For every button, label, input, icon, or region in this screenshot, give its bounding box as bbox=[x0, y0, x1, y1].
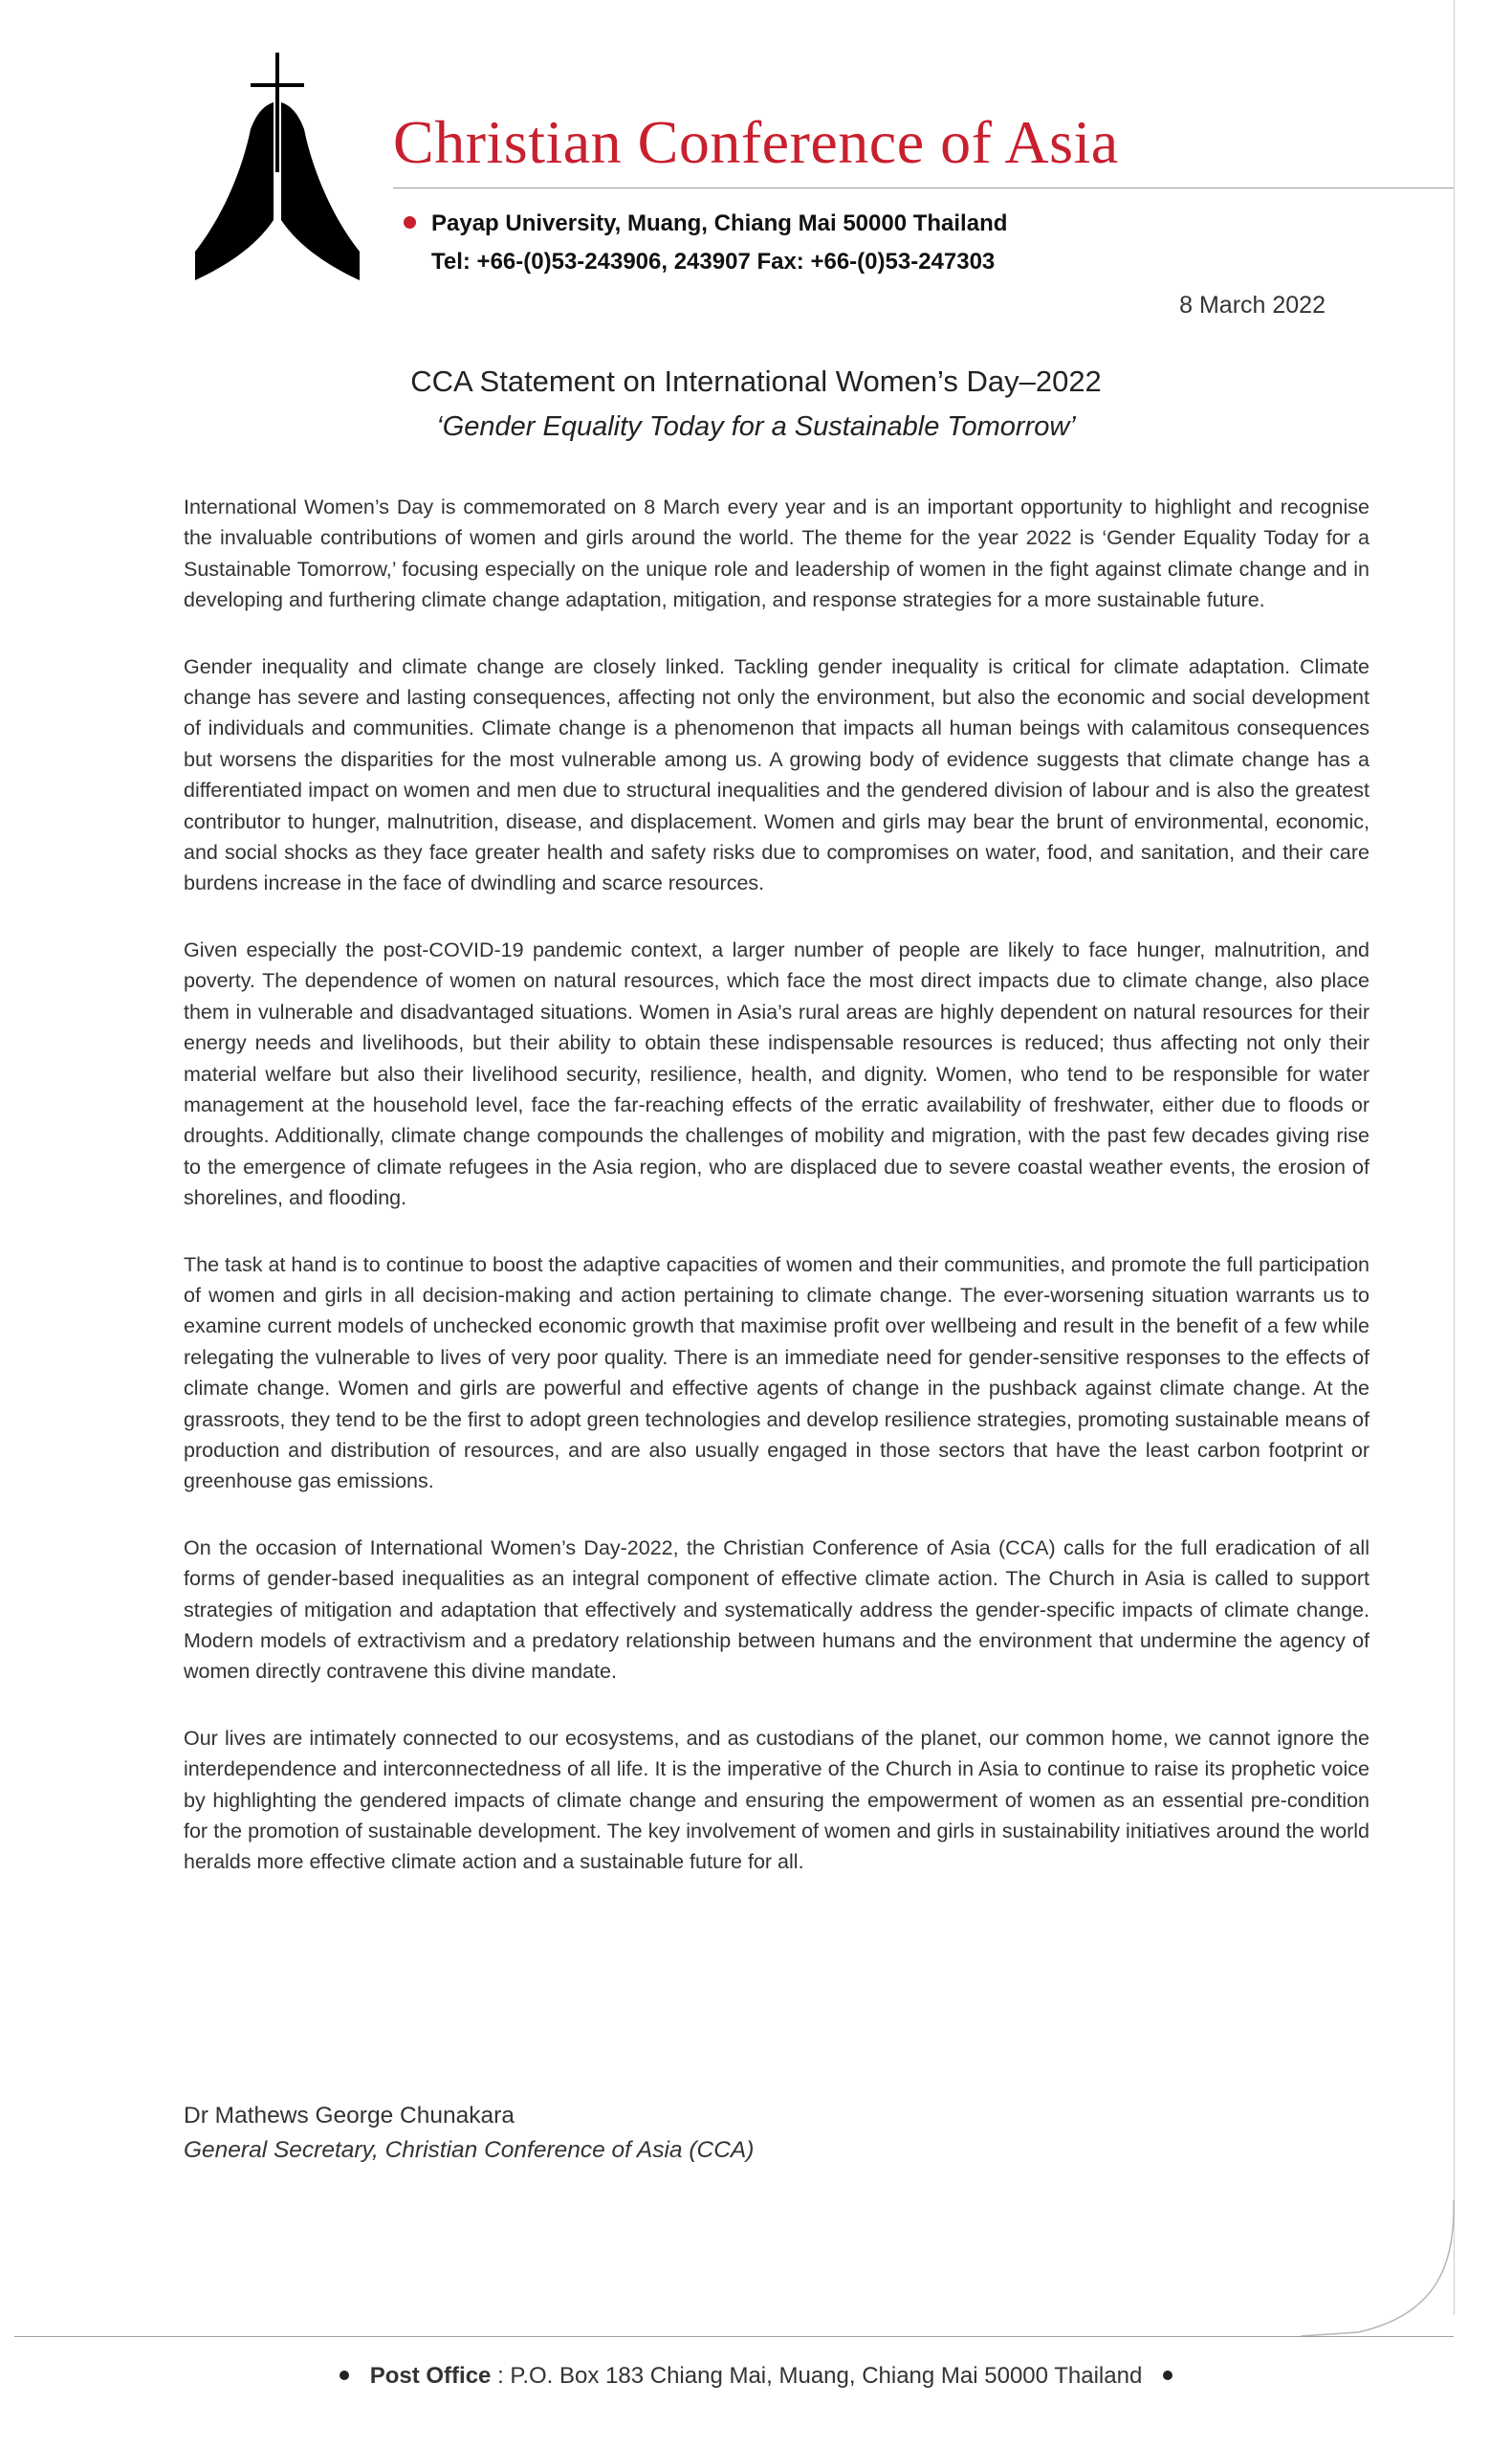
footer-divider bbox=[14, 2336, 1454, 2337]
signatory-title: General Secretary, Christian Conference of Asia (CCA) bbox=[184, 2137, 755, 2163]
body-paragraph: The task at hand is to continue to boost the adaptive capacities of women and their communities, and promote the full participation of women and girls in all decision-making and action pertaining to climate change. The ever-worsening situation warrants us to examine current models of unchecked economic growth that maximise profit over wellbeing and result in the benefit of a few while relegating the vulnerable to lives of very poor quality. There is an immediate need for gender-sensitive responses to the effects of climate change. Women and girls are powerful and effective agents of change in the pushback against climate change. At the grassroots, they tend to be the first to adopt green technologies and develop resilience strategies, promoting sustainable means of production and distribution of resources, and are also usually engaged in those sectors that have the least carbon footprint or greenhouse gas emissions. bbox=[184, 1252, 1370, 1493]
signatory-name: Dr Mathews George Chunakara bbox=[184, 2103, 515, 2129]
body-paragraph: Our lives are intimately connected to our ecosystems, and as custodians of the planet, our common home, we cannot ignore the interdependence and interconnectedness of all life. It is the imperative of the Church in Asia to continue to raise its prophetic voice by highlighting the gendered impacts of climate change and ensuring the empowerment of women as an essential pre-condition for the promotion of sustainable development. The key involvement of women and girls in sustainability initiatives around the world heralds more effective climate action and a sustainable future for all. bbox=[184, 1726, 1370, 1874]
org-name: Christian Conference of Asia bbox=[393, 108, 1119, 176]
body-paragraph: Gender inequality and climate change are closely linked. Tackling gender inequality is critical for climate adaptation. Climate change has severe and lasting consequences, affecting not only the environment, but also the economic and social development of individuals and communities. Climate change is a phenomenon that impacts all human beings with calamitous consequences but worsens the disparities for the most vulnerable among us. A growing body of evidence suggests that climate change has a differentiated impact on women and men due to structural inequalities and the gendered division of labour and is also the greatest contributor to hunger, malnutrition, disease, and displacement. Women and girls may bear the brunt of environmental, economic, and social shocks as they face greater health and safety risks due to compromises on water, food, and sanitation, and their care burdens increase in the face of dwindling and scarce resources. bbox=[184, 654, 1370, 895]
letterhead-phone-fax: Tel: +66-(0)53-243906, 243907 Fax: +66-(0)53-247303 bbox=[431, 249, 996, 275]
cross-praying-hands-logo-icon bbox=[191, 53, 363, 282]
body-paragraph: International Women’s Day is commemorated on 8 March every year and is an important opportunity to highlight and recognise the invaluable contributions of women and girls around the world. The theme for the year 2022 is ‘Gender Equality Today for a Sustainable Tomorrow,’ focusing especially on the unique role and leadership of women in the fight against climate change and in developing and furthering climate change adaptation, mitigation, and response strategies for a more sustainable future. bbox=[184, 496, 1370, 612]
footer bbox=[0, 2363, 1512, 2390]
signature-block bbox=[184, 2099, 754, 2168]
statement-subtitle: ‘Gender Equality Today for a Sustainable Tomorrow’ bbox=[436, 411, 1076, 442]
footer-address: P.O. Box 183 Chiang Mai, Muang, Chiang Mai 50000 Thailand bbox=[510, 2363, 1143, 2389]
page-edge-line bbox=[1454, 0, 1455, 2315]
page-corner-curve bbox=[1301, 2200, 1463, 2344]
statement-body bbox=[184, 492, 1370, 1913]
bullet-icon bbox=[404, 216, 416, 229]
statement-heading bbox=[0, 362, 1512, 446]
footer-separator: : bbox=[497, 2363, 504, 2389]
letter-date: 8 March 2022 bbox=[1179, 292, 1326, 319]
body-paragraph: Given especially the post-COVID-19 pandemic context, a larger number of people are likely to face hunger, malnutrition, and poverty. The dependence of women on natural resources, which face the most direct impacts due to climate change, also place them in vulnerable and disadvantaged situations. Women in Asia’s rural areas are highly dependent on natural resources for their energy needs and livelihoods, but their ability to obtain these indispensable resources is reduced; thus affecting not only their material welfare but also their livelihood security, resilience, health, and dignity. Women, who tend to be responsible for water management at the household level, face the far-reaching effects of the erratic availability of freshwater, either due to floods or droughts. Additionally, climate change compounds the challenges of mobility and migration, with the past few decades giving rise to the emergence of climate refugees in the Asia region, who are displaced due to severe coastal weather events, the erosion of shorelines, and flooding. bbox=[184, 938, 1370, 1210]
statement-title: CCA Statement on International Women’s Day–2022 bbox=[410, 364, 1102, 398]
footer-label: Post Office bbox=[369, 2363, 492, 2389]
bullet-icon bbox=[340, 2371, 349, 2380]
body-paragraph: On the occasion of International Women’s Day-2022, the Christian Conference of Asia (CCA) calls for the full eradication of all forms of gender-based inequalities as an integral component of effective climate action. The Church in Asia is called to support strategies of mitigation and adaptation that effectively and systematically address the gender-specific impacts of climate change. Modern models of extractivism and a predatory relationship between humans and the environment that undermine the agency of women directly contravene this divine mandate. bbox=[184, 1535, 1370, 1684]
letterhead-contact bbox=[404, 205, 1007, 281]
bullet-icon bbox=[1163, 2371, 1172, 2380]
letterhead-address: Payap University, Muang, Chiang Mai 50000 Thailand bbox=[431, 210, 1008, 236]
